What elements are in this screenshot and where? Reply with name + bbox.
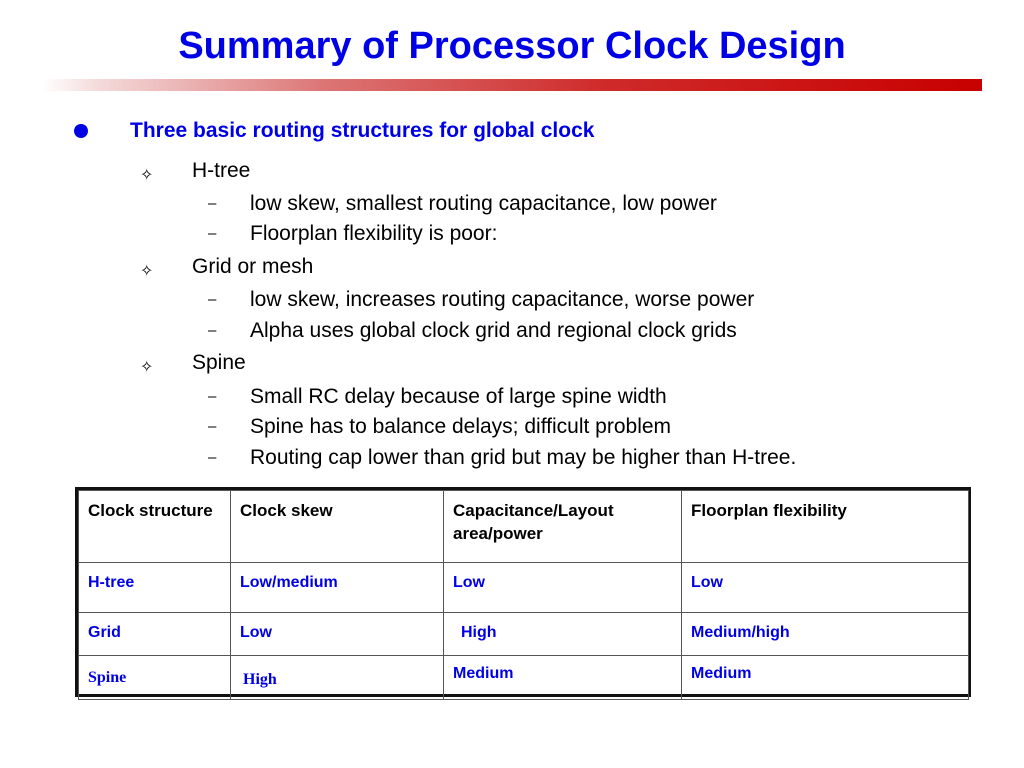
- spine-point: Routing cap lower than grid but may be higher than H-tree.: [250, 446, 797, 469]
- table-row: [79, 563, 969, 613]
- header-cell: Capacitance/Layout area/power: [444, 491, 682, 563]
- table-cell: Low/medium: [231, 563, 444, 613]
- table-cell: Low: [231, 613, 444, 656]
- table-row: [79, 656, 969, 700]
- table-cell: Medium: [444, 656, 682, 700]
- dash-bullet-icon: –: [208, 418, 217, 435]
- dash-bullet-icon: –: [208, 388, 217, 405]
- h-tree-point: Floorplan flexibility is poor:: [250, 222, 498, 245]
- header-cell: Clock structure: [79, 491, 231, 563]
- dash-bullet-icon: –: [208, 291, 217, 308]
- table-cell: Medium/high: [682, 613, 969, 656]
- spine-point: Small RC delay because of large spine width: [250, 385, 667, 408]
- bullet-dot-icon: [74, 124, 88, 138]
- topic-grid: Grid or mesh: [192, 255, 314, 278]
- topic-spine: Spine: [192, 351, 246, 374]
- table-cell: Low: [682, 563, 969, 613]
- header-cell: Clock skew: [231, 491, 444, 563]
- diamond-bullet-icon: ✧: [140, 167, 154, 184]
- grid-point: Alpha uses global clock grid and regional clock grids: [250, 319, 737, 342]
- table-row: [79, 613, 969, 656]
- dash-bullet-icon: –: [208, 322, 217, 339]
- table-cell: Medium: [682, 656, 969, 700]
- diamond-bullet-icon: ✧: [140, 359, 154, 376]
- h-tree-point: low skew, smallest routing capacitance, low power: [250, 192, 717, 215]
- table-cell: Spine: [79, 656, 231, 700]
- table-cell: H-tree: [79, 563, 231, 613]
- dash-bullet-icon: –: [208, 195, 217, 212]
- main-bullet-heading: Three basic routing structures for global clock: [130, 119, 595, 142]
- table-header-row: [79, 491, 969, 563]
- dash-bullet-icon: –: [208, 449, 217, 466]
- diamond-bullet-icon: ✧: [140, 263, 154, 280]
- table-cell: Low: [444, 563, 682, 613]
- title-underline-bar: [42, 79, 982, 91]
- table-cell: High: [231, 656, 444, 700]
- spine-point: Spine has to balance delays; difficult problem: [250, 415, 672, 438]
- table-cell: High: [444, 613, 682, 656]
- comparison-table: [75, 487, 971, 697]
- grid-point: low skew, increases routing capacitance, worse power: [250, 288, 755, 311]
- table-cell: Grid: [79, 613, 231, 656]
- topic-h-tree: H-tree: [192, 159, 251, 182]
- dash-bullet-icon: –: [208, 225, 217, 242]
- header-cell: Floorplan flexibility: [682, 491, 969, 563]
- slide-title: Summary of Processor Clock Design: [178, 25, 846, 67]
